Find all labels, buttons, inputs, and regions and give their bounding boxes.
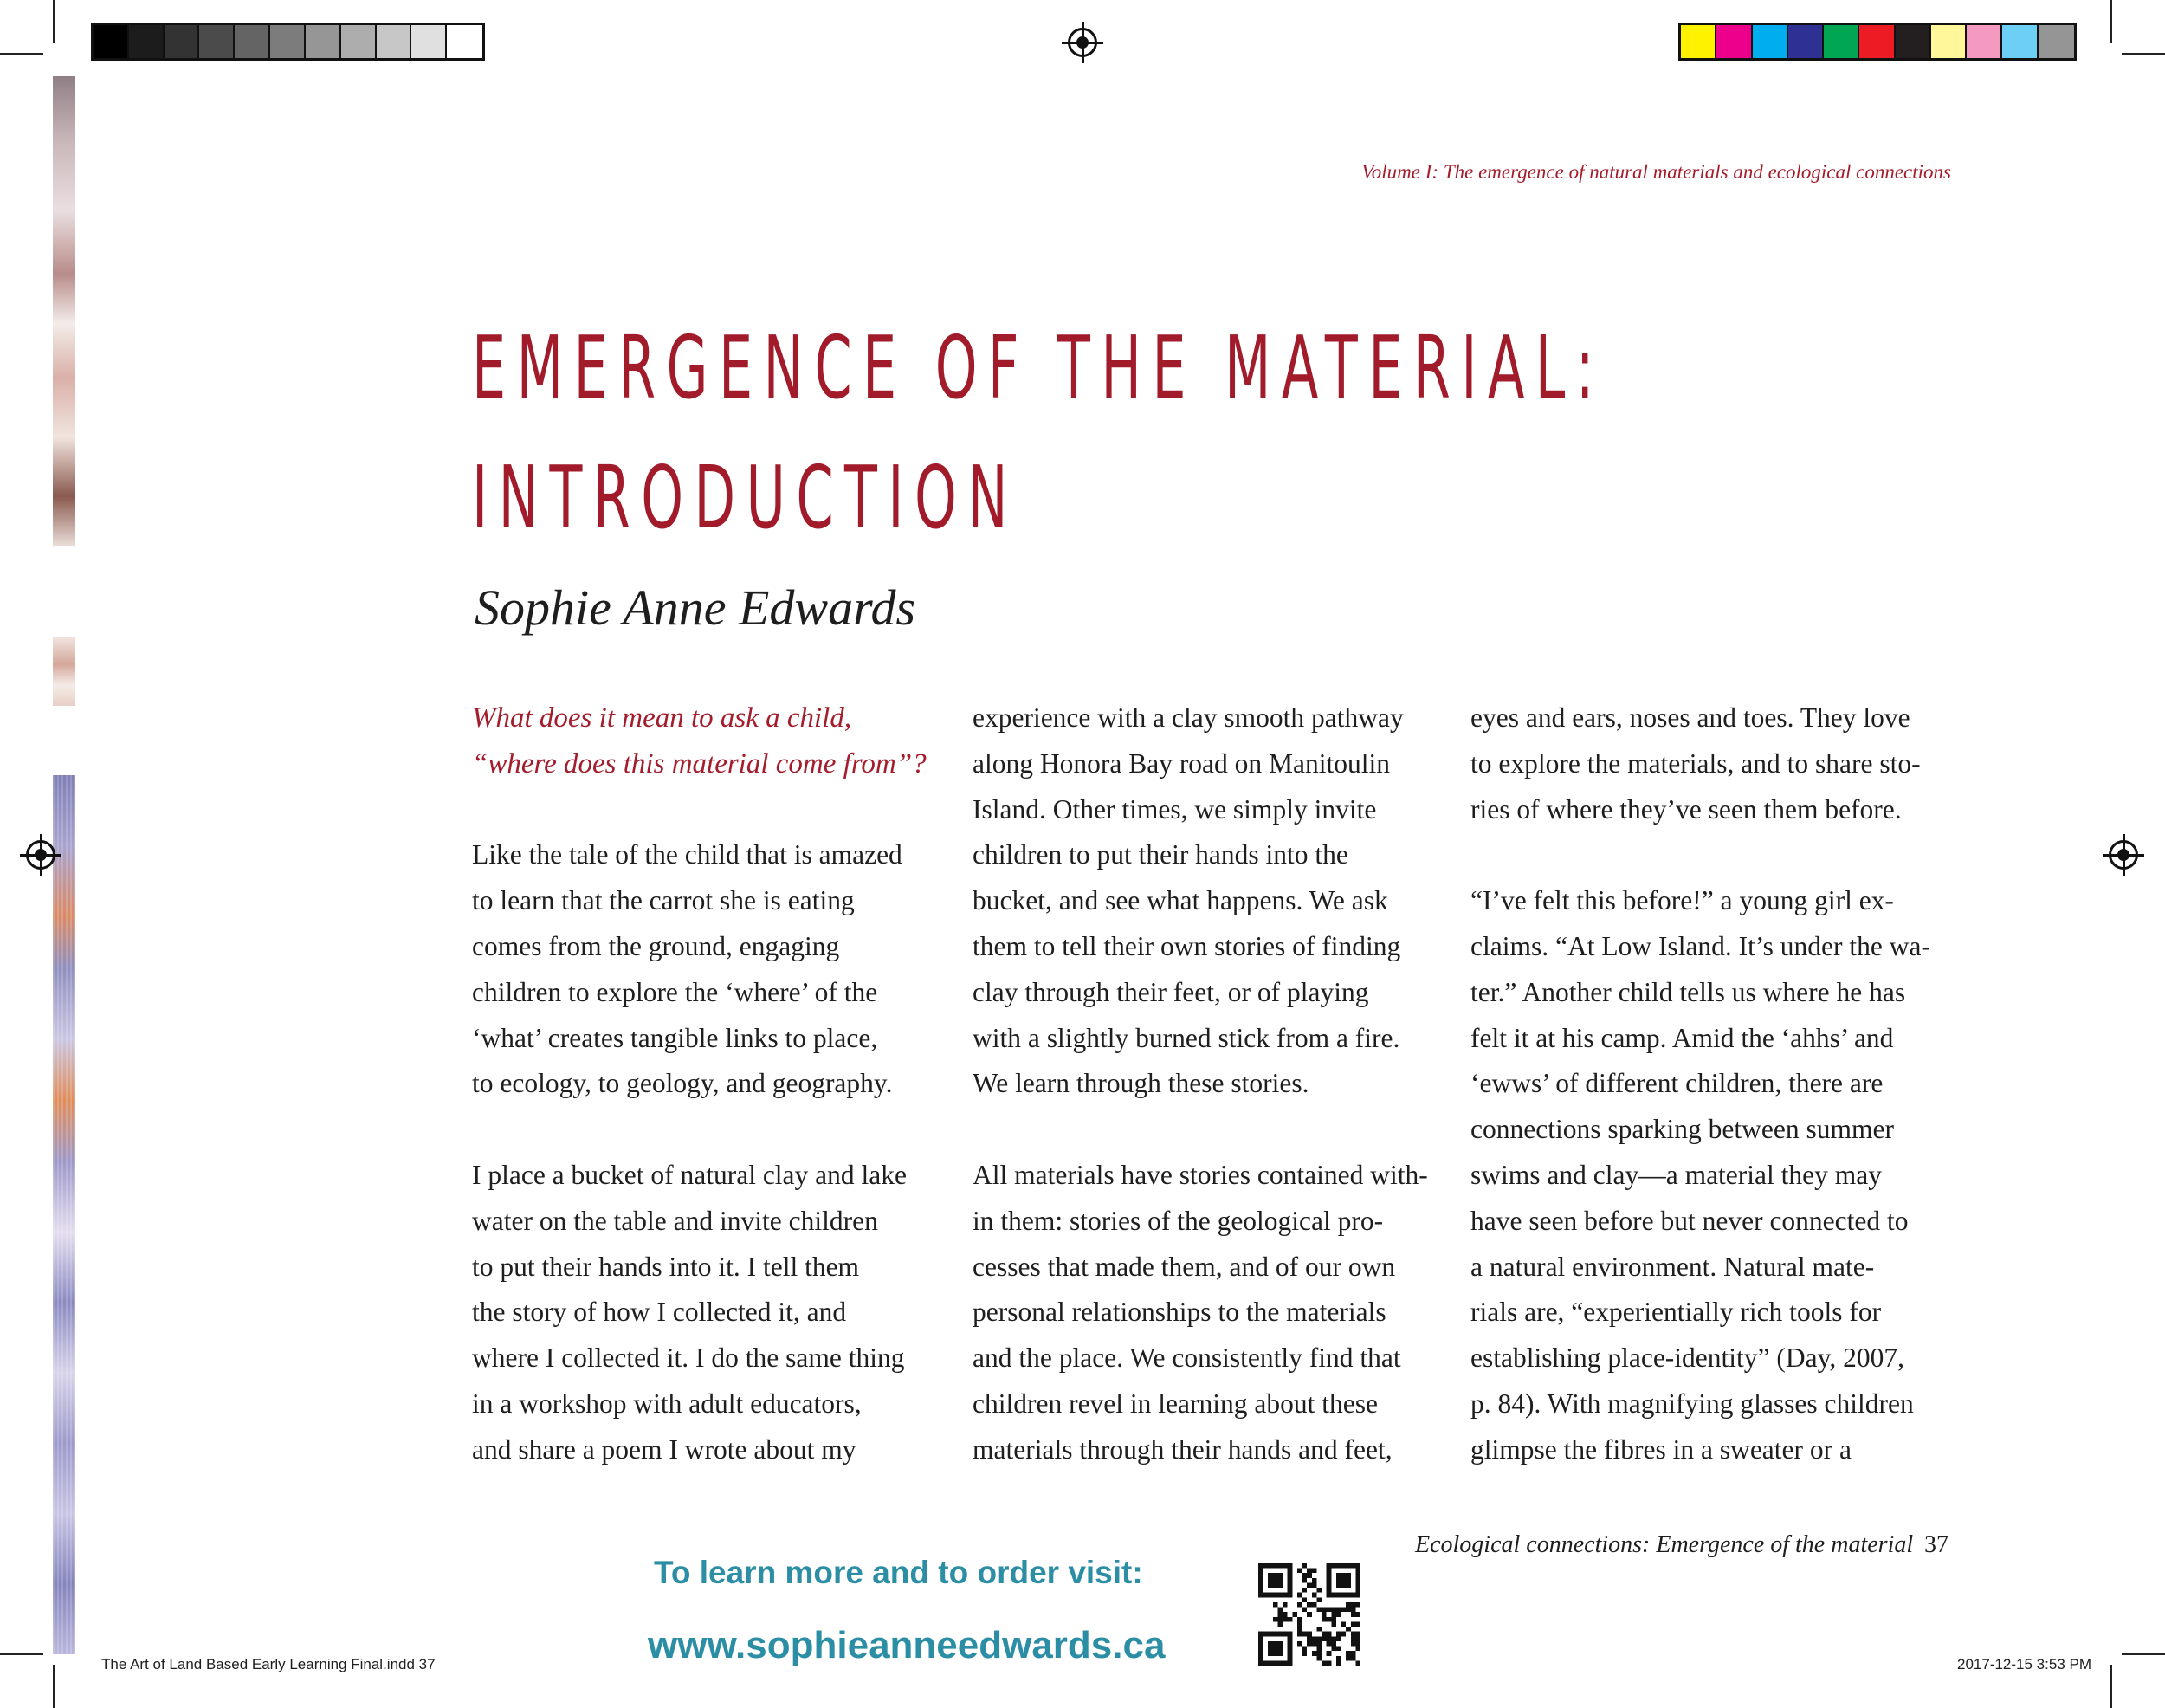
- page-number: 37: [1924, 1531, 1948, 1558]
- text-line: with a slightly burned stick from a fire.: [973, 1022, 1400, 1053]
- crop-mark: [0, 53, 43, 55]
- author-name: Sophie Anne Edwards: [475, 579, 916, 636]
- text-line: claims. “At Low Island. It’s under the wa-: [1470, 930, 1930, 961]
- crop-mark: [53, 1665, 55, 1708]
- grayscale-swatch: [306, 25, 341, 58]
- grayscale-swatch: [270, 25, 306, 58]
- text-line: personal relationships to the materials: [973, 1297, 1386, 1328]
- text-line: in them: stories of the geological pro-: [973, 1205, 1384, 1236]
- color-swatch: [1931, 25, 1967, 58]
- text-line: bucket, and see what happens. We ask: [973, 885, 1388, 916]
- paragraph: [973, 695, 1457, 1107]
- text-line: connections sparking between summer: [1470, 1114, 1894, 1145]
- text-line: in a workshop with adult educators,: [472, 1388, 862, 1419]
- text-line: comes from the ground, engaging: [472, 930, 840, 961]
- pull-quote: [472, 695, 957, 787]
- qr-code-icon[interactable]: [1258, 1563, 1360, 1666]
- text-line: swims and clay—a material they may: [1470, 1159, 1882, 1190]
- text-line: I place a bucket of natural clay and lake: [472, 1159, 907, 1190]
- grayscale-swatch: [235, 25, 270, 58]
- crop-mark: [0, 1653, 43, 1655]
- text-line: cesses that made them, and of our own: [973, 1251, 1396, 1282]
- color-swatch: [1859, 25, 1895, 58]
- text-line: experience with a clay smooth pathway: [973, 702, 1404, 733]
- pull-quote-line: “where does this material come from”?: [472, 747, 927, 780]
- text-line: ter.” Another child tells us where he has: [1470, 976, 1906, 1007]
- crop-mark: [2122, 53, 2165, 55]
- footer-section-title: Ecological connections: Emergence of the material: [1415, 1531, 1914, 1558]
- color-swatch: [1967, 25, 2002, 58]
- slug-file-info: The Art of Land Based Early Learning Final.indd 37: [101, 1656, 436, 1672]
- text-column-1: [472, 695, 957, 1473]
- color-swatch: [1896, 25, 1931, 58]
- chapter-title-line-1: EMERGENCE OF THE MATERIAL:: [472, 317, 1605, 418]
- grayscale-swatch: [199, 25, 235, 58]
- text-line: clay through their feet, or of playing: [973, 976, 1369, 1007]
- text-column-3: [1470, 695, 1955, 1473]
- text-line: p. 84). With magnifying glasses children: [1470, 1388, 1914, 1419]
- text-line: water on the table and invite children: [472, 1205, 878, 1236]
- grayscale-control-bar: [91, 23, 485, 61]
- crop-mark: [2110, 0, 2112, 43]
- grayscale-swatch: [165, 25, 200, 58]
- decorative-photo-strip-middle: [53, 637, 75, 706]
- chapter-title-line-2: INTRODUCTION: [472, 447, 1018, 548]
- promo-call-to-action: To learn more and to order visit:: [654, 1555, 1143, 1590]
- text-line: ‘ewws’ of different children, there are: [1470, 1068, 1884, 1099]
- text-line: children to put their hands into the: [973, 839, 1348, 870]
- text-line: them to tell their own stories of finding: [973, 930, 1401, 961]
- crop-mark: [2110, 1665, 2112, 1708]
- grayscale-swatch: [129, 25, 165, 58]
- paragraph: [472, 832, 957, 1107]
- photo-strip-cap: [53, 52, 75, 76]
- running-header: Volume I: The emergence of natural materials and ecological connections: [1361, 161, 1951, 183]
- color-swatch: [2002, 25, 2038, 58]
- text-line: establishing place-identity” (Day, 2007,: [1470, 1342, 1904, 1374]
- chapter-title: [472, 303, 1771, 563]
- text-line: and share a poem I wrote about my: [472, 1433, 856, 1465]
- registration-mark-right: [2109, 840, 2138, 870]
- text-line: and the place. We consistently find that: [973, 1342, 1401, 1374]
- paragraph: [1470, 878, 1955, 1472]
- grayscale-swatch: [411, 25, 447, 58]
- slug-timestamp: 2017-12-15 3:53 PM: [1957, 1656, 2091, 1672]
- color-swatch: [2039, 25, 2074, 58]
- text-line: Island. Other times, we simply invite: [973, 793, 1377, 825]
- color-control-bar: [1678, 23, 2077, 61]
- promo-website-link[interactable]: www.sophieanneedwards.ca: [648, 1624, 1166, 1666]
- text-line: children revel in learning about these: [973, 1388, 1378, 1419]
- crop-mark: [2122, 1653, 2165, 1655]
- text-line: a natural environment. Natural mate-: [1470, 1251, 1875, 1282]
- text-line: to explore the materials, and to share sto-: [1470, 747, 1921, 779]
- text-line: glimpse the fibres in a sweater or a: [1470, 1433, 1852, 1465]
- text-line: felt it at his camp. Amid the ‘ahhs’ and: [1470, 1022, 1894, 1053]
- color-swatch: [1753, 25, 1788, 58]
- text-line: along Honora Bay road on Manitoulin: [973, 747, 1391, 779]
- registration-mark-left: [26, 840, 55, 870]
- text-line: eyes and ears, noses and toes. They love: [1470, 702, 1910, 733]
- text-line: All materials have stories contained with-: [973, 1159, 1428, 1190]
- pull-quote-line: What does it mean to ask a child,: [472, 702, 852, 734]
- grayscale-swatch: [341, 25, 377, 58]
- text-line: rials are, “experientially rich tools for: [1470, 1297, 1882, 1328]
- grayscale-swatch: [377, 25, 412, 58]
- color-swatch: [1681, 25, 1716, 58]
- text-line: to ecology, to geology, and geography.: [472, 1068, 893, 1099]
- text-line: “I’ve felt this before!” a young girl ex-: [1470, 885, 1894, 916]
- text-line: where I collected it. I do the same thing: [472, 1342, 905, 1374]
- text-line: materials through their hands and feet,: [973, 1433, 1393, 1465]
- color-swatch: [1788, 25, 1824, 58]
- registration-mark-top: [1068, 28, 1097, 57]
- paragraph: [1470, 695, 1955, 832]
- text-line: to put their hands into it. I tell them: [472, 1251, 860, 1282]
- text-line: to learn that the carrot she is eating: [472, 885, 855, 916]
- decorative-photo-strip-top: [53, 52, 75, 546]
- paragraph: [973, 1153, 1457, 1473]
- text-line: children to explore the ‘where’ of the: [472, 976, 878, 1007]
- text-line: We learn through these stories.: [973, 1068, 1309, 1099]
- crop-mark: [53, 0, 55, 43]
- grayscale-swatch: [447, 25, 482, 58]
- text-line: ries of where they’ve seen them before.: [1470, 793, 1902, 825]
- text-line: the story of how I collected it, and: [472, 1297, 847, 1328]
- decorative-photo-strip-bottom: [53, 775, 75, 1654]
- text-column-2: [973, 695, 1457, 1473]
- text-line: ‘what’ creates tangible links to place,: [472, 1022, 878, 1053]
- grayscale-swatch: [94, 25, 129, 58]
- color-swatch: [1716, 25, 1752, 58]
- paragraph: [472, 1153, 957, 1473]
- text-line: Like the tale of the child that is amazed: [472, 839, 902, 870]
- color-swatch: [1824, 25, 1859, 58]
- text-line: have seen before but never connected to: [1470, 1205, 1909, 1236]
